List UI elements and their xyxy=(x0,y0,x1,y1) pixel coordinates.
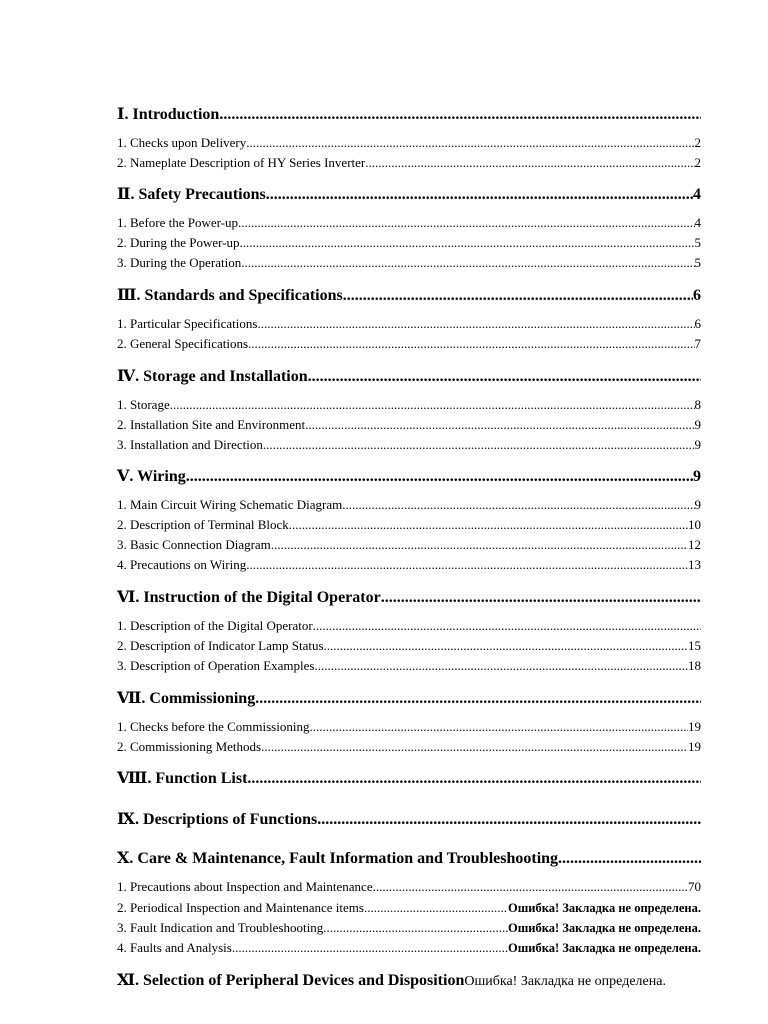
toc-leader xyxy=(219,106,701,124)
toc-page-number: 19 xyxy=(688,739,701,754)
toc-bookmark-error: Ошибка! Закладка не определена. xyxy=(508,901,701,915)
toc-bookmark-error: Ошибка! Закладка не определена. xyxy=(508,941,701,955)
toc-leader xyxy=(309,719,688,735)
toc-entry-checks-upon-delivery[interactable] xyxy=(117,135,701,151)
toc-section-function-list[interactable] xyxy=(117,768,701,788)
toc-leader xyxy=(246,557,688,573)
toc-page-number: 13 xyxy=(688,557,701,572)
toc-leader xyxy=(170,397,695,413)
toc-title: Ⅰ. Introduction xyxy=(117,106,220,123)
toc-section-introduction[interactable] xyxy=(117,104,701,124)
toc-entry-operation-examples[interactable] xyxy=(117,658,701,674)
toc-leader xyxy=(314,658,688,674)
toc-title: Ⅲ. Standards and Specifications xyxy=(117,287,343,304)
toc-title: Ⅳ. Storage and Installation xyxy=(117,368,308,385)
toc-page-number: 18 xyxy=(688,658,701,673)
toc-title: 4. Faults and Analysis xyxy=(117,940,232,955)
toc-title: 2. During the Power-up xyxy=(117,235,240,250)
toc-title: Ⅹ. Care & Maintenance, Fault Information and Troubleshooting xyxy=(117,850,559,867)
toc-page-number: 5 xyxy=(694,235,701,250)
toc-page-number: 6 xyxy=(693,287,701,304)
toc-entry-faults-analysis[interactable] xyxy=(117,940,701,956)
toc-page-number: 12 xyxy=(688,537,701,552)
toc-entry-indicator-lamp-status[interactable] xyxy=(117,638,701,654)
toc-leader xyxy=(255,690,701,708)
toc-entry-precautions-wiring[interactable] xyxy=(117,557,701,573)
toc-entry-during-power-up[interactable] xyxy=(117,235,701,251)
toc-leader xyxy=(364,900,508,916)
toc-title: 1. Before the Power-up xyxy=(117,215,239,230)
toc-leader xyxy=(266,186,693,204)
toc-leader xyxy=(317,811,701,829)
toc-page-number: 2 xyxy=(694,155,701,170)
toc-leader xyxy=(240,235,695,251)
toc-page-number: 19 xyxy=(688,719,701,734)
toc-entry-main-circuit-wiring[interactable] xyxy=(117,497,701,513)
toc-page-number: 8 xyxy=(694,397,701,412)
toc-leader xyxy=(381,589,701,607)
toc-entry-commissioning-methods[interactable] xyxy=(117,739,701,755)
toc-page-number: 7 xyxy=(694,336,701,351)
toc-section-wiring[interactable] xyxy=(117,466,701,486)
toc-leader xyxy=(343,287,693,305)
toc-section-safety-precautions[interactable] xyxy=(117,184,701,204)
toc-title: 3. During the Operation xyxy=(117,255,242,270)
toc-entry-during-operation[interactable] xyxy=(117,255,701,271)
toc-bookmark-error: Ошибка! Закладка не определена. xyxy=(508,921,701,935)
toc-title: 2. Commissioning Methods xyxy=(117,739,262,754)
toc-title: Ⅸ. Descriptions of Functions xyxy=(117,811,318,828)
toc-leader xyxy=(241,255,694,271)
toc-entry-fault-indication[interactable] xyxy=(117,920,701,936)
toc-page-number: 9 xyxy=(694,437,701,452)
toc-leader xyxy=(324,638,688,654)
toc-title: Ⅷ. Function List xyxy=(117,770,248,787)
toc-title: 2. General Specifications xyxy=(117,336,249,351)
toc-page-number: 4 xyxy=(693,186,701,203)
toc-title: 3. Fault Indication and Troubleshooting xyxy=(117,920,324,935)
toc-leader xyxy=(305,417,694,433)
toc-entry-periodical-inspection[interactable] xyxy=(117,900,701,916)
toc-page-number: 2 xyxy=(694,135,701,150)
toc-entry-before-power-up[interactable] xyxy=(117,215,701,231)
toc-page-number: 10 xyxy=(688,517,701,532)
toc-section-commissioning[interactable] xyxy=(117,688,701,708)
toc-title: Ⅵ. Instruction of the Digital Operator xyxy=(117,589,381,606)
toc-entry-general-specifications[interactable] xyxy=(117,336,701,352)
toc-bookmark-error: Ошибка! Закладка не определена. xyxy=(464,974,666,989)
toc-leader xyxy=(289,517,688,533)
toc-leader xyxy=(257,316,694,332)
toc-title: Ⅴ. Wiring xyxy=(117,468,186,485)
toc-leader xyxy=(308,368,701,386)
toc-leader xyxy=(373,879,688,895)
toc-leader xyxy=(263,437,695,453)
toc-leader xyxy=(558,850,701,868)
toc-leader xyxy=(342,497,694,513)
toc-section-digital-operator[interactable] xyxy=(117,587,701,607)
toc-page-number: 15 xyxy=(688,638,701,653)
toc-page-number: 9 xyxy=(693,468,701,485)
toc-section-storage-installation[interactable] xyxy=(117,366,701,386)
toc-title: 2. Description of Terminal Block xyxy=(117,517,289,532)
toc-leader xyxy=(365,155,694,171)
toc-title: 1. Main Circuit Wiring Schematic Diagram xyxy=(117,497,343,512)
toc-entry-description-digital-operator[interactable] xyxy=(117,618,701,634)
toc-leader xyxy=(186,468,693,486)
toc-title: 2. Installation Site and Environment xyxy=(117,417,306,432)
toc-title: 1. Precautions about Inspection and Maintenance xyxy=(117,879,373,894)
toc-entry-installation-direction[interactable] xyxy=(117,437,701,453)
toc-entry-basic-connection-diagram[interactable] xyxy=(117,537,701,553)
toc-title: Ⅶ. Commissioning xyxy=(117,690,256,707)
toc-leader xyxy=(271,537,688,553)
toc-page-number: 9 xyxy=(694,417,701,432)
toc-section-peripheral-devices[interactable] xyxy=(117,970,768,990)
toc-entry-storage[interactable] xyxy=(117,397,701,413)
toc-title: 2. Description of Indicator Lamp Status xyxy=(117,638,324,653)
toc-section-standards-specifications[interactable] xyxy=(117,285,701,305)
toc-page-number: 6 xyxy=(694,316,701,331)
toc-page-number: 4 xyxy=(694,215,701,230)
toc-title: 1. Storage xyxy=(117,397,170,412)
toc-entry-terminal-block[interactable] xyxy=(117,517,701,533)
toc-title: 2. Nameplate Description of HY Series Inverter xyxy=(117,155,366,170)
toc-leader xyxy=(261,739,688,755)
toc-title: 1. Particular Specifications xyxy=(117,316,258,331)
toc-section-descriptions-functions[interactable] xyxy=(117,809,701,829)
toc-section-care-maintenance[interactable] xyxy=(117,848,701,868)
toc-title: 4. Precautions on Wiring xyxy=(117,557,247,572)
toc-leader xyxy=(323,920,508,936)
toc-entry-particular-specifications[interactable] xyxy=(117,316,701,332)
toc-title: 1. Checks before the Commissioning xyxy=(117,719,310,734)
toc-leader xyxy=(247,770,701,788)
toc-leader xyxy=(248,336,694,352)
toc-title: Ⅱ. Safety Precautions xyxy=(117,186,266,203)
toc-title: 3. Installation and Direction xyxy=(117,437,263,452)
toc-title: 3. Description of Operation Examples xyxy=(117,658,315,673)
toc-title: 1. Checks upon Delivery xyxy=(117,135,247,150)
toc-leader xyxy=(246,135,694,151)
toc-title: 3. Basic Connection Diagram xyxy=(117,537,271,552)
toc-entry-nameplate-description[interactable] xyxy=(117,155,701,171)
toc-leader xyxy=(313,618,701,634)
toc-page-number: 5 xyxy=(694,255,701,270)
toc-leader xyxy=(232,940,508,956)
toc-leader xyxy=(238,215,694,231)
toc-title: Ⅺ. Selection of Peripheral Devices and Disposition xyxy=(117,972,465,989)
toc-page-number: 70 xyxy=(688,879,701,894)
toc-title: 2. Periodical Inspection and Maintenance items xyxy=(117,900,364,915)
toc-page-number: 9 xyxy=(694,497,701,512)
toc-entry-precautions-inspection[interactable] xyxy=(117,879,701,895)
toc-entry-checks-before-commissioning[interactable] xyxy=(117,719,701,735)
toc-entry-installation-site[interactable] xyxy=(117,417,701,433)
toc-title: 1. Description of the Digital Operator xyxy=(117,618,313,633)
